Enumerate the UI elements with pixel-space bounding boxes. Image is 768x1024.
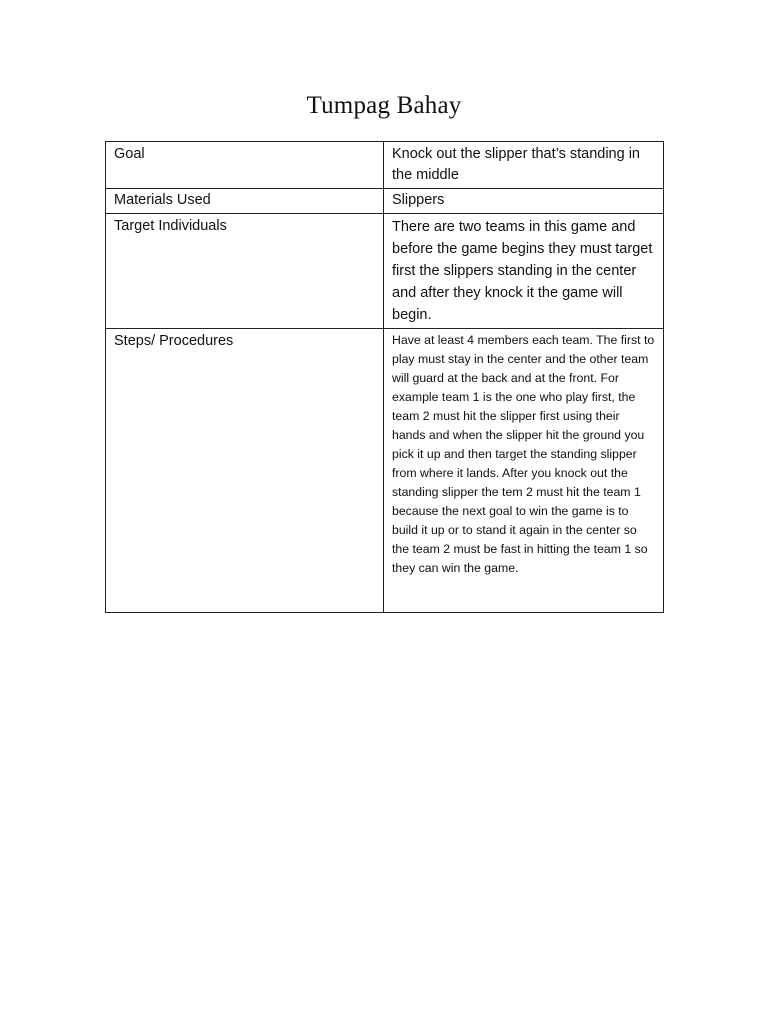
row-value-steps-procedures: Have at least 4 members each team. The first to play must stay in the center and the other team will guard at the back and at the front. For example team 1 is the one who play first, the team 2 must hit the slipper first using their hands and when the slipper hit the ground you pick it up and then target the standing slipper from where it lands. After you knock out the standing slipper the tem 2 must hit the team 1 because the next goal to win the game is to build it up or to stand it again in the center so the team 2 must be fast in hitting the team 1 so they can win the game. — [384, 329, 664, 613]
table-row-steps-procedures — [106, 329, 664, 613]
table-row-target-individuals — [106, 214, 664, 329]
row-value-materials-used: Slippers — [384, 189, 664, 214]
table-row-materials-used — [106, 189, 664, 214]
game-info-table — [105, 141, 664, 613]
row-label-target-individuals: Target Individuals — [106, 214, 384, 329]
row-value-target-individuals: There are two teams in this game and before the game begins they must target first the slippers standing in the center and after they knock it the game will begin. — [384, 214, 664, 329]
row-value-goal: Knock out the slipper that’s standing in the middle — [384, 142, 664, 189]
row-label-goal: Goal — [106, 142, 384, 189]
table-row-goal — [106, 142, 664, 189]
row-label-steps-procedures: Steps/ Procedures — [106, 329, 384, 613]
row-label-materials-used: Materials Used — [106, 189, 384, 214]
document-title: Tumpag Bahay — [306, 92, 462, 119]
